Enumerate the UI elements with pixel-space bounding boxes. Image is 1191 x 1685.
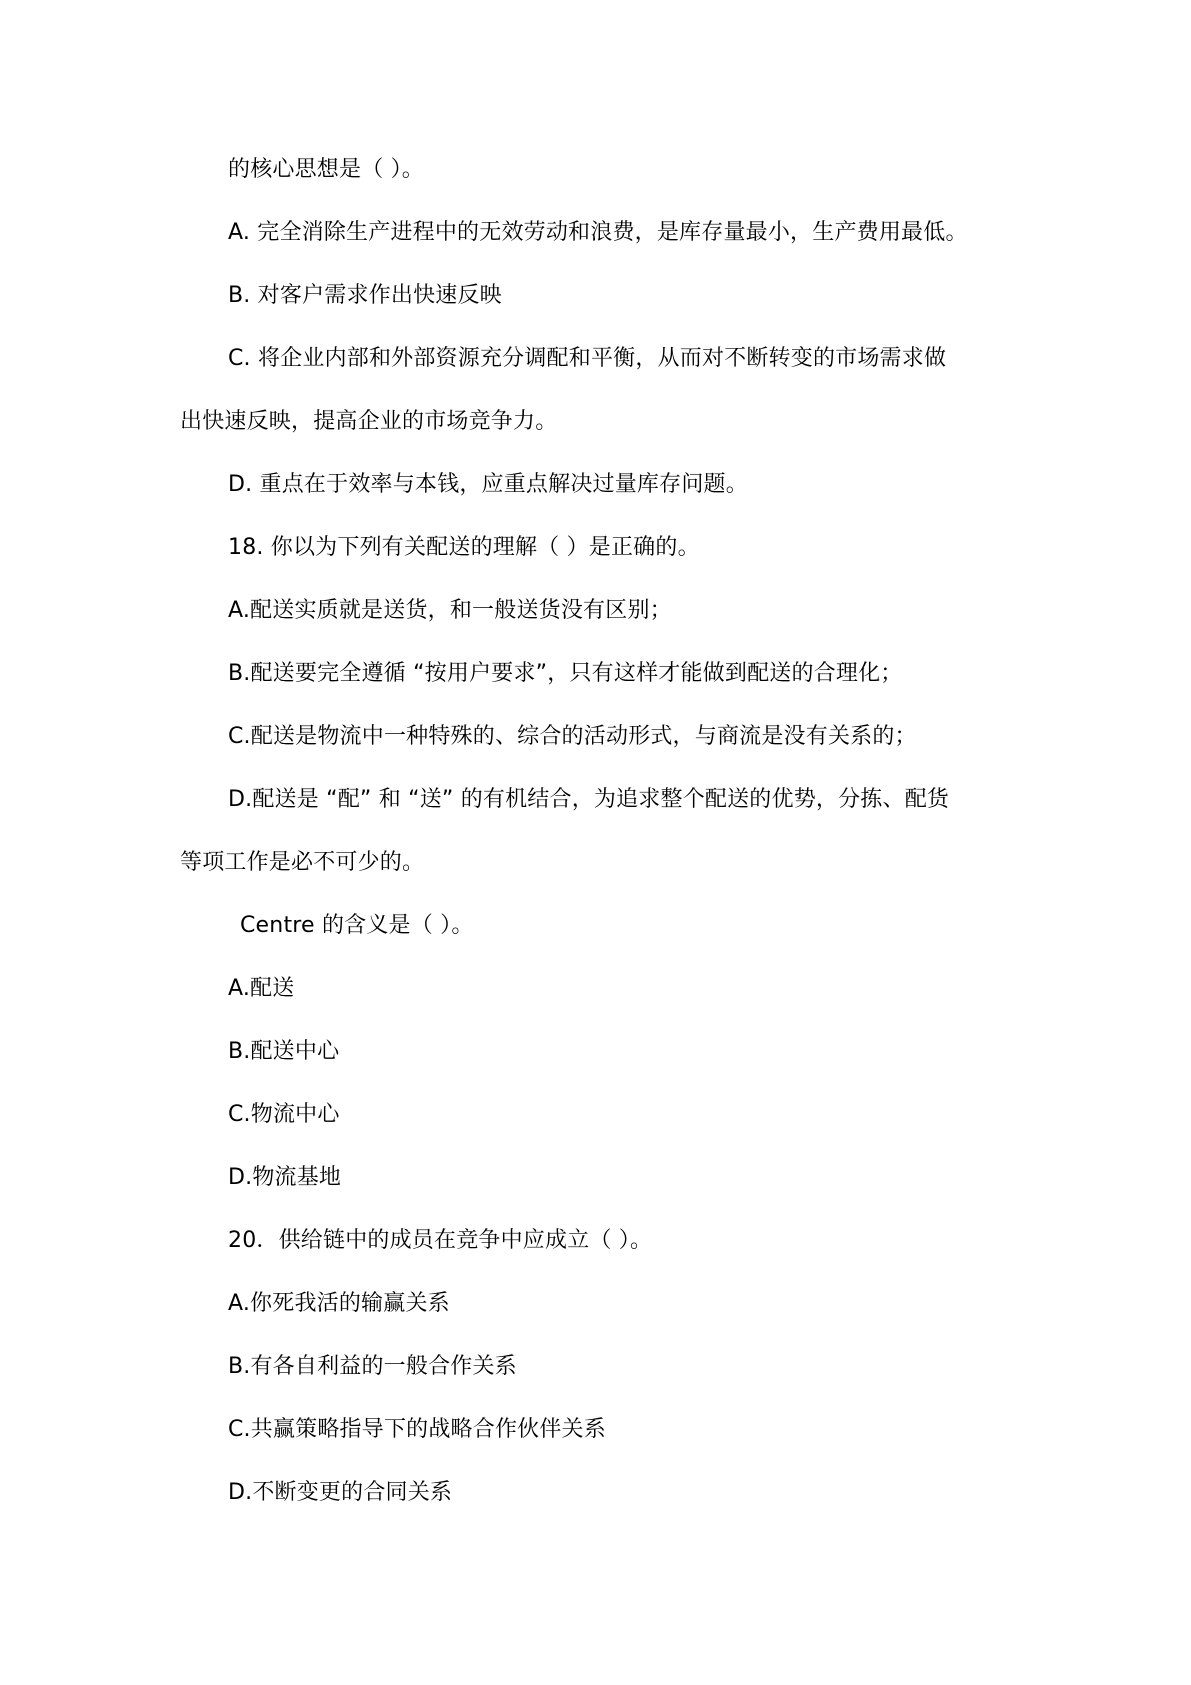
q18-option-c: C.配送是物流中一种特殊的、综合的活动形式，与商流是没有关系的；: [228, 724, 917, 749]
question-17-stem-end: 的核心思想是（ ）。: [228, 157, 424, 182]
question-19-stem: Centre 的含义是（ ）。: [240, 913, 474, 938]
q19-option-b: B.配送中心: [228, 1039, 340, 1064]
q19-option-c: C.物流中心: [228, 1102, 340, 1127]
q18-option-a: A.配送实质就是送货，和一般送货没有区别；: [228, 598, 672, 623]
q18-option-b: B.配送要完全遵循 “按用户要求”，只有这样才能做到配送的合理化；: [228, 661, 903, 686]
q20-option-b: B.有各自利益的一般合作关系: [228, 1354, 517, 1379]
q17-option-c: C. 将企业内部和外部资源充分调配和平衡，从而对不断转变的市场需求做: [228, 346, 947, 371]
q18-option-d-continued: 等项工作是必不可少的。: [180, 850, 425, 875]
q17-option-a: A. 完全消除生产进程中的无效劳动和浪费，是库存量最小，生产费用最低。: [228, 220, 968, 245]
question-18-stem: 18. 你以为下列有关配送的理解（ ）是正确的。: [228, 535, 700, 560]
question-20-stem: 20．供给链中的成员在竞争中应成立（ ）。: [228, 1228, 653, 1253]
q20-option-d: D.不断变更的合同关系: [228, 1480, 453, 1505]
q17-option-c-continued: 出快速反映，提高企业的市场竞争力。: [180, 409, 558, 434]
q20-option-a: A.你死我活的输赢关系: [228, 1291, 450, 1316]
q17-option-b: B. 对客户需求作出快速反映: [228, 283, 502, 308]
q20-option-c: C.共赢策略指导下的战略合作伙伴关系: [228, 1417, 606, 1442]
q19-option-a: A.配送: [228, 976, 295, 1001]
q18-option-d: D.配送是 “配” 和 “送” 的有机结合，为追求整个配送的优势，分拣、配货: [228, 787, 950, 812]
q17-option-d: D. 重点在于效率与本钱，应重点解决过量库存问题。: [228, 472, 748, 497]
q19-option-d: D.物流基地: [228, 1165, 342, 1190]
